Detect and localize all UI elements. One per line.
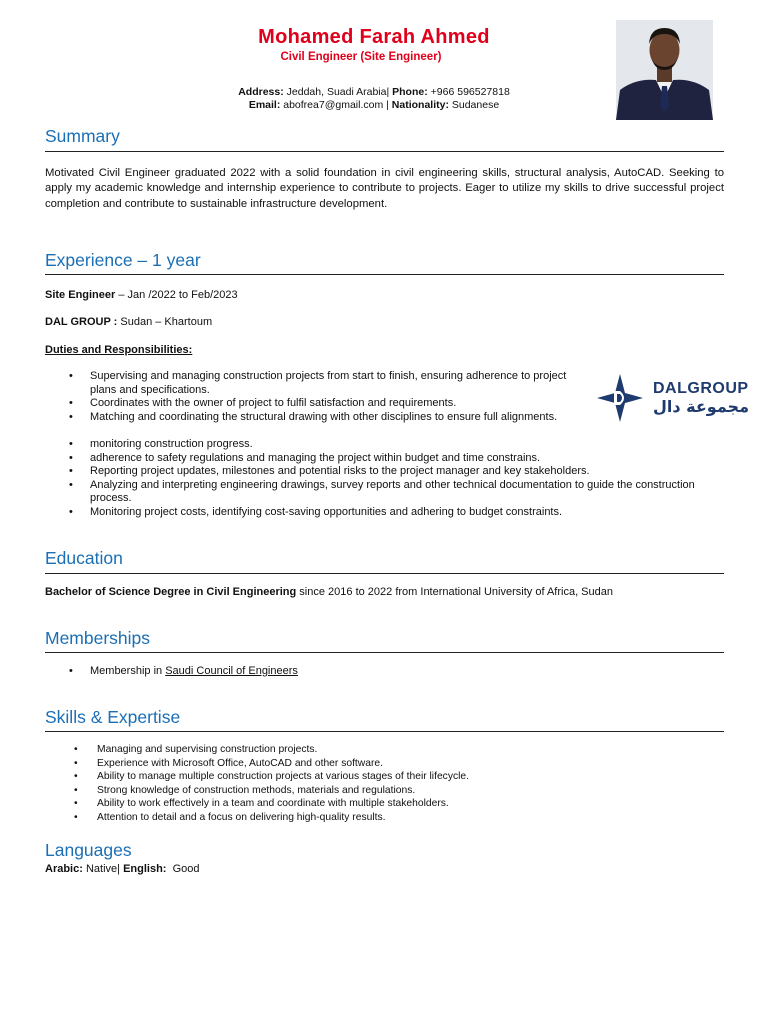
- phone-label: Phone:: [392, 86, 428, 98]
- arabic-label: Arabic:: [45, 863, 83, 875]
- list-item: • Managing and supervising construction projects.: [45, 743, 705, 757]
- list-item: • Ability to manage multiple construction projects at various stages of their lifecycle.: [45, 770, 705, 784]
- summary-heading: Summary: [45, 126, 120, 146]
- degree-name: Bachelor of Science Degree in Civil Engineering: [45, 586, 297, 598]
- company-line: [45, 316, 212, 328]
- phone-value: +966 596527818: [430, 86, 510, 98]
- position-title: Site Engineer: [45, 289, 116, 301]
- summary-text: Motivated Civil Engineer graduated 2022 with a solid foundation in civil engineering skills, structural analysis, AutoCAD. Seeking to apply my academic knowledge and internship experience to contribute to projects. Eager to utilize my skills to drive successful project completion and contribute to sustainable infrastructure development.: [45, 167, 724, 210]
- section-divider: [45, 573, 724, 574]
- list-item: • monitoring construction progress.: [45, 438, 735, 452]
- dal-group-logo: [597, 372, 757, 424]
- english-level: Good: [166, 863, 200, 875]
- experience-heading: Experience – 1 year: [45, 250, 201, 270]
- memberships-list: [45, 665, 645, 679]
- list-item: • Supervising and managing construction projects from start to finish, ensuring adherence to project plans and specifications.: [45, 370, 593, 397]
- list-item: • Experience with Microsoft Office, AutoCAD and other software.: [45, 757, 705, 771]
- english-label: English:: [123, 863, 167, 875]
- job-title: Civil Engineer (Site Engineer): [280, 51, 442, 63]
- list-item: • Attention to detail and a focus on delivering high-quality results.: [45, 811, 705, 825]
- arabic-level: Native|: [82, 863, 120, 875]
- skills-list: [45, 743, 705, 825]
- company-name: DAL GROUP :: [45, 316, 118, 328]
- address-label: Address:: [238, 86, 284, 98]
- degree-details: since 2016 to 2022 from International University of Africa, Sudan: [296, 586, 613, 598]
- list-item: • Matching and coordinating the structural drawing with other disciplines to ensure full alignments.: [45, 411, 593, 425]
- logo-text-english: DALGROUP: [653, 380, 749, 397]
- languages-line: [45, 863, 199, 875]
- profile-photo: [616, 20, 713, 120]
- email-label: Email:: [248, 99, 281, 111]
- company-location: Sudan – Khartoum: [117, 316, 213, 328]
- membership-prefix: Membership in: [90, 665, 166, 677]
- resume-name: Mohamed Farah Ahmed: [258, 26, 490, 48]
- section-divider: [45, 731, 724, 732]
- memberships-heading: Memberships: [45, 628, 151, 648]
- duties-heading: Duties and Responsibilities:: [45, 344, 193, 356]
- duties-list: [45, 370, 593, 424]
- position-period: – Jan /2022 to Feb/2023: [115, 289, 238, 301]
- list-item: • Monitoring project costs, identifying cost-saving opportunities and adhering to budget constraints.: [45, 506, 735, 520]
- position-line: [45, 289, 238, 301]
- education-heading: Education: [45, 548, 123, 568]
- nationality-label: Nationality:: [391, 99, 449, 111]
- section-divider: [45, 151, 724, 152]
- list-item: • Ability to work effectively in a team and coordinate with multiple stakeholders.: [45, 797, 705, 811]
- list-item: • Reporting project updates, milestones and potential risks to the project manager and key stakeholders.: [45, 465, 735, 479]
- logo-text-arabic: مجموعة دال: [653, 397, 749, 416]
- list-item: [45, 665, 645, 679]
- list-item: • Strong knowledge of construction methods, materials and regulations.: [45, 784, 705, 798]
- skills-heading: Skills & Expertise: [45, 707, 181, 727]
- section-divider: [45, 274, 724, 275]
- list-item: • adherence to safety regulations and managing the project within budget and time constrains.: [45, 452, 735, 466]
- duties-list-continued: [45, 438, 735, 520]
- nationality-value: Sudanese: [451, 99, 500, 111]
- section-divider: [45, 652, 724, 653]
- list-item: • Analyzing and interpreting engineering drawings, survey reports and other technical documentation to guide the construction process.: [45, 479, 735, 506]
- address-value: Jeddah, Suadi Arabia|: [286, 86, 390, 98]
- list-item: • Coordinates with the owner of project to fulfil satisfaction and requirements.: [45, 397, 593, 411]
- email-value: abofrea7@gmail.com |: [283, 99, 389, 111]
- education-line: [45, 586, 613, 598]
- membership-org: Saudi Council of Engineers: [165, 665, 298, 677]
- languages-heading: Languages: [45, 840, 132, 860]
